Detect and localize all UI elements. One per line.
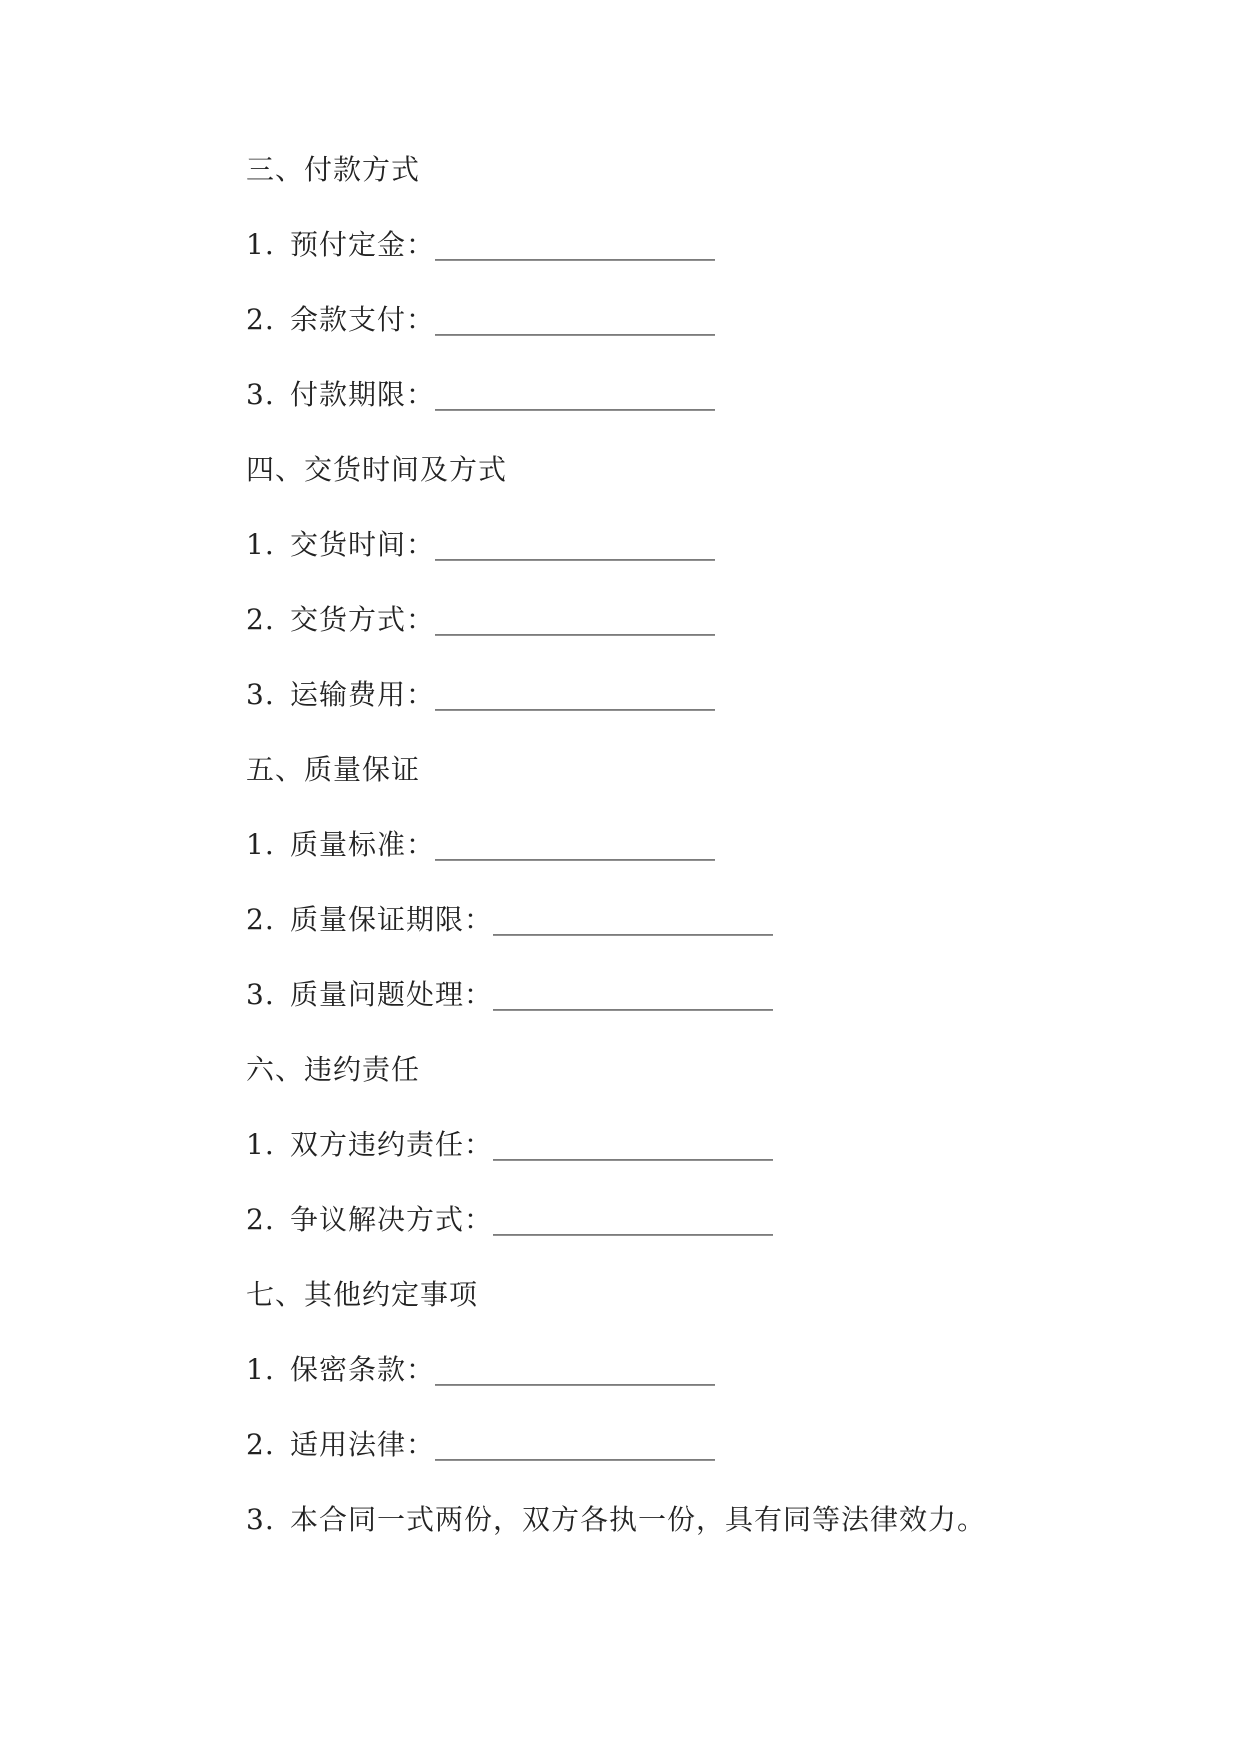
item-number: 3.: [246, 378, 275, 411]
fill-in-blank: ____________________: [435, 303, 716, 336]
fill-in-blank: ____________________: [435, 828, 716, 861]
list-item: [246, 600, 715, 640]
fill-in-blank: ____________________: [493, 1128, 774, 1161]
fill-in-blank: ____________________: [493, 1203, 774, 1236]
section-heading-text: 五、质量保证: [246, 753, 421, 786]
item-label: 余款支付：: [290, 303, 436, 336]
section-heading: [246, 450, 507, 490]
section-heading: [246, 750, 420, 790]
item-label: 运输费用：: [290, 678, 436, 711]
list-item: [246, 1200, 773, 1240]
fill-in-blank: ____________________: [435, 228, 716, 261]
list-item: [246, 825, 715, 865]
fill-in-blank: ____________________: [435, 378, 716, 411]
fill-in-blank: ____________________: [493, 978, 774, 1011]
fill-in-blank: ____________________: [435, 678, 716, 711]
list-item: [246, 300, 715, 340]
item-label: 付款期限：: [290, 378, 436, 411]
section-heading-text: 六、违约责任: [246, 1053, 421, 1086]
item-number: 2.: [246, 303, 275, 336]
item-number: 1.: [246, 828, 275, 861]
item-label: 质量问题处理：: [290, 978, 494, 1011]
list-item: [246, 375, 715, 415]
item-number: 2.: [246, 1203, 275, 1236]
list-item: [246, 1500, 986, 1540]
item-label: 本合同一式两份，双方各执一份，具有同等法律效力。: [290, 1503, 987, 1536]
list-item: [246, 675, 715, 715]
item-label: 质量保证期限：: [290, 903, 494, 936]
fill-in-blank: ____________________: [435, 1353, 716, 1386]
item-number: 3.: [246, 1503, 275, 1536]
list-item: [246, 975, 773, 1015]
list-item: [246, 1125, 773, 1165]
fill-in-blank: ____________________: [493, 903, 774, 936]
item-number: 2.: [246, 1428, 275, 1461]
section-heading-text: 七、其他约定事项: [246, 1278, 479, 1311]
section-heading: [246, 150, 420, 190]
item-label: 交货时间：: [290, 528, 436, 561]
section-heading: [246, 1050, 420, 1090]
fill-in-blank: ____________________: [435, 1428, 716, 1461]
fill-in-blank: ____________________: [435, 528, 716, 561]
list-item: [246, 900, 773, 940]
item-label: 争议解决方式：: [290, 1203, 494, 1236]
item-number: 2.: [246, 903, 275, 936]
item-number: 1.: [246, 1128, 275, 1161]
list-item: [246, 525, 715, 565]
list-item: [246, 225, 715, 265]
item-label: 适用法律：: [290, 1428, 436, 1461]
item-label: 预付定金：: [290, 228, 436, 261]
item-number: 1.: [246, 528, 275, 561]
item-label: 保密条款：: [290, 1353, 436, 1386]
item-number: 3.: [246, 678, 275, 711]
item-number: 1.: [246, 228, 275, 261]
item-number: 2.: [246, 603, 275, 636]
item-number: 1.: [246, 1353, 275, 1386]
section-heading-text: 四、交货时间及方式: [246, 453, 508, 486]
section-heading: [246, 1275, 478, 1315]
section-heading-text: 三、付款方式: [246, 153, 421, 186]
list-item: [246, 1425, 715, 1465]
fill-in-blank: ____________________: [435, 603, 716, 636]
item-label: 双方违约责任：: [290, 1128, 494, 1161]
item-label: 交货方式：: [290, 603, 436, 636]
list-item: [246, 1350, 715, 1390]
item-label: 质量标准：: [290, 828, 436, 861]
item-number: 3.: [246, 978, 275, 1011]
